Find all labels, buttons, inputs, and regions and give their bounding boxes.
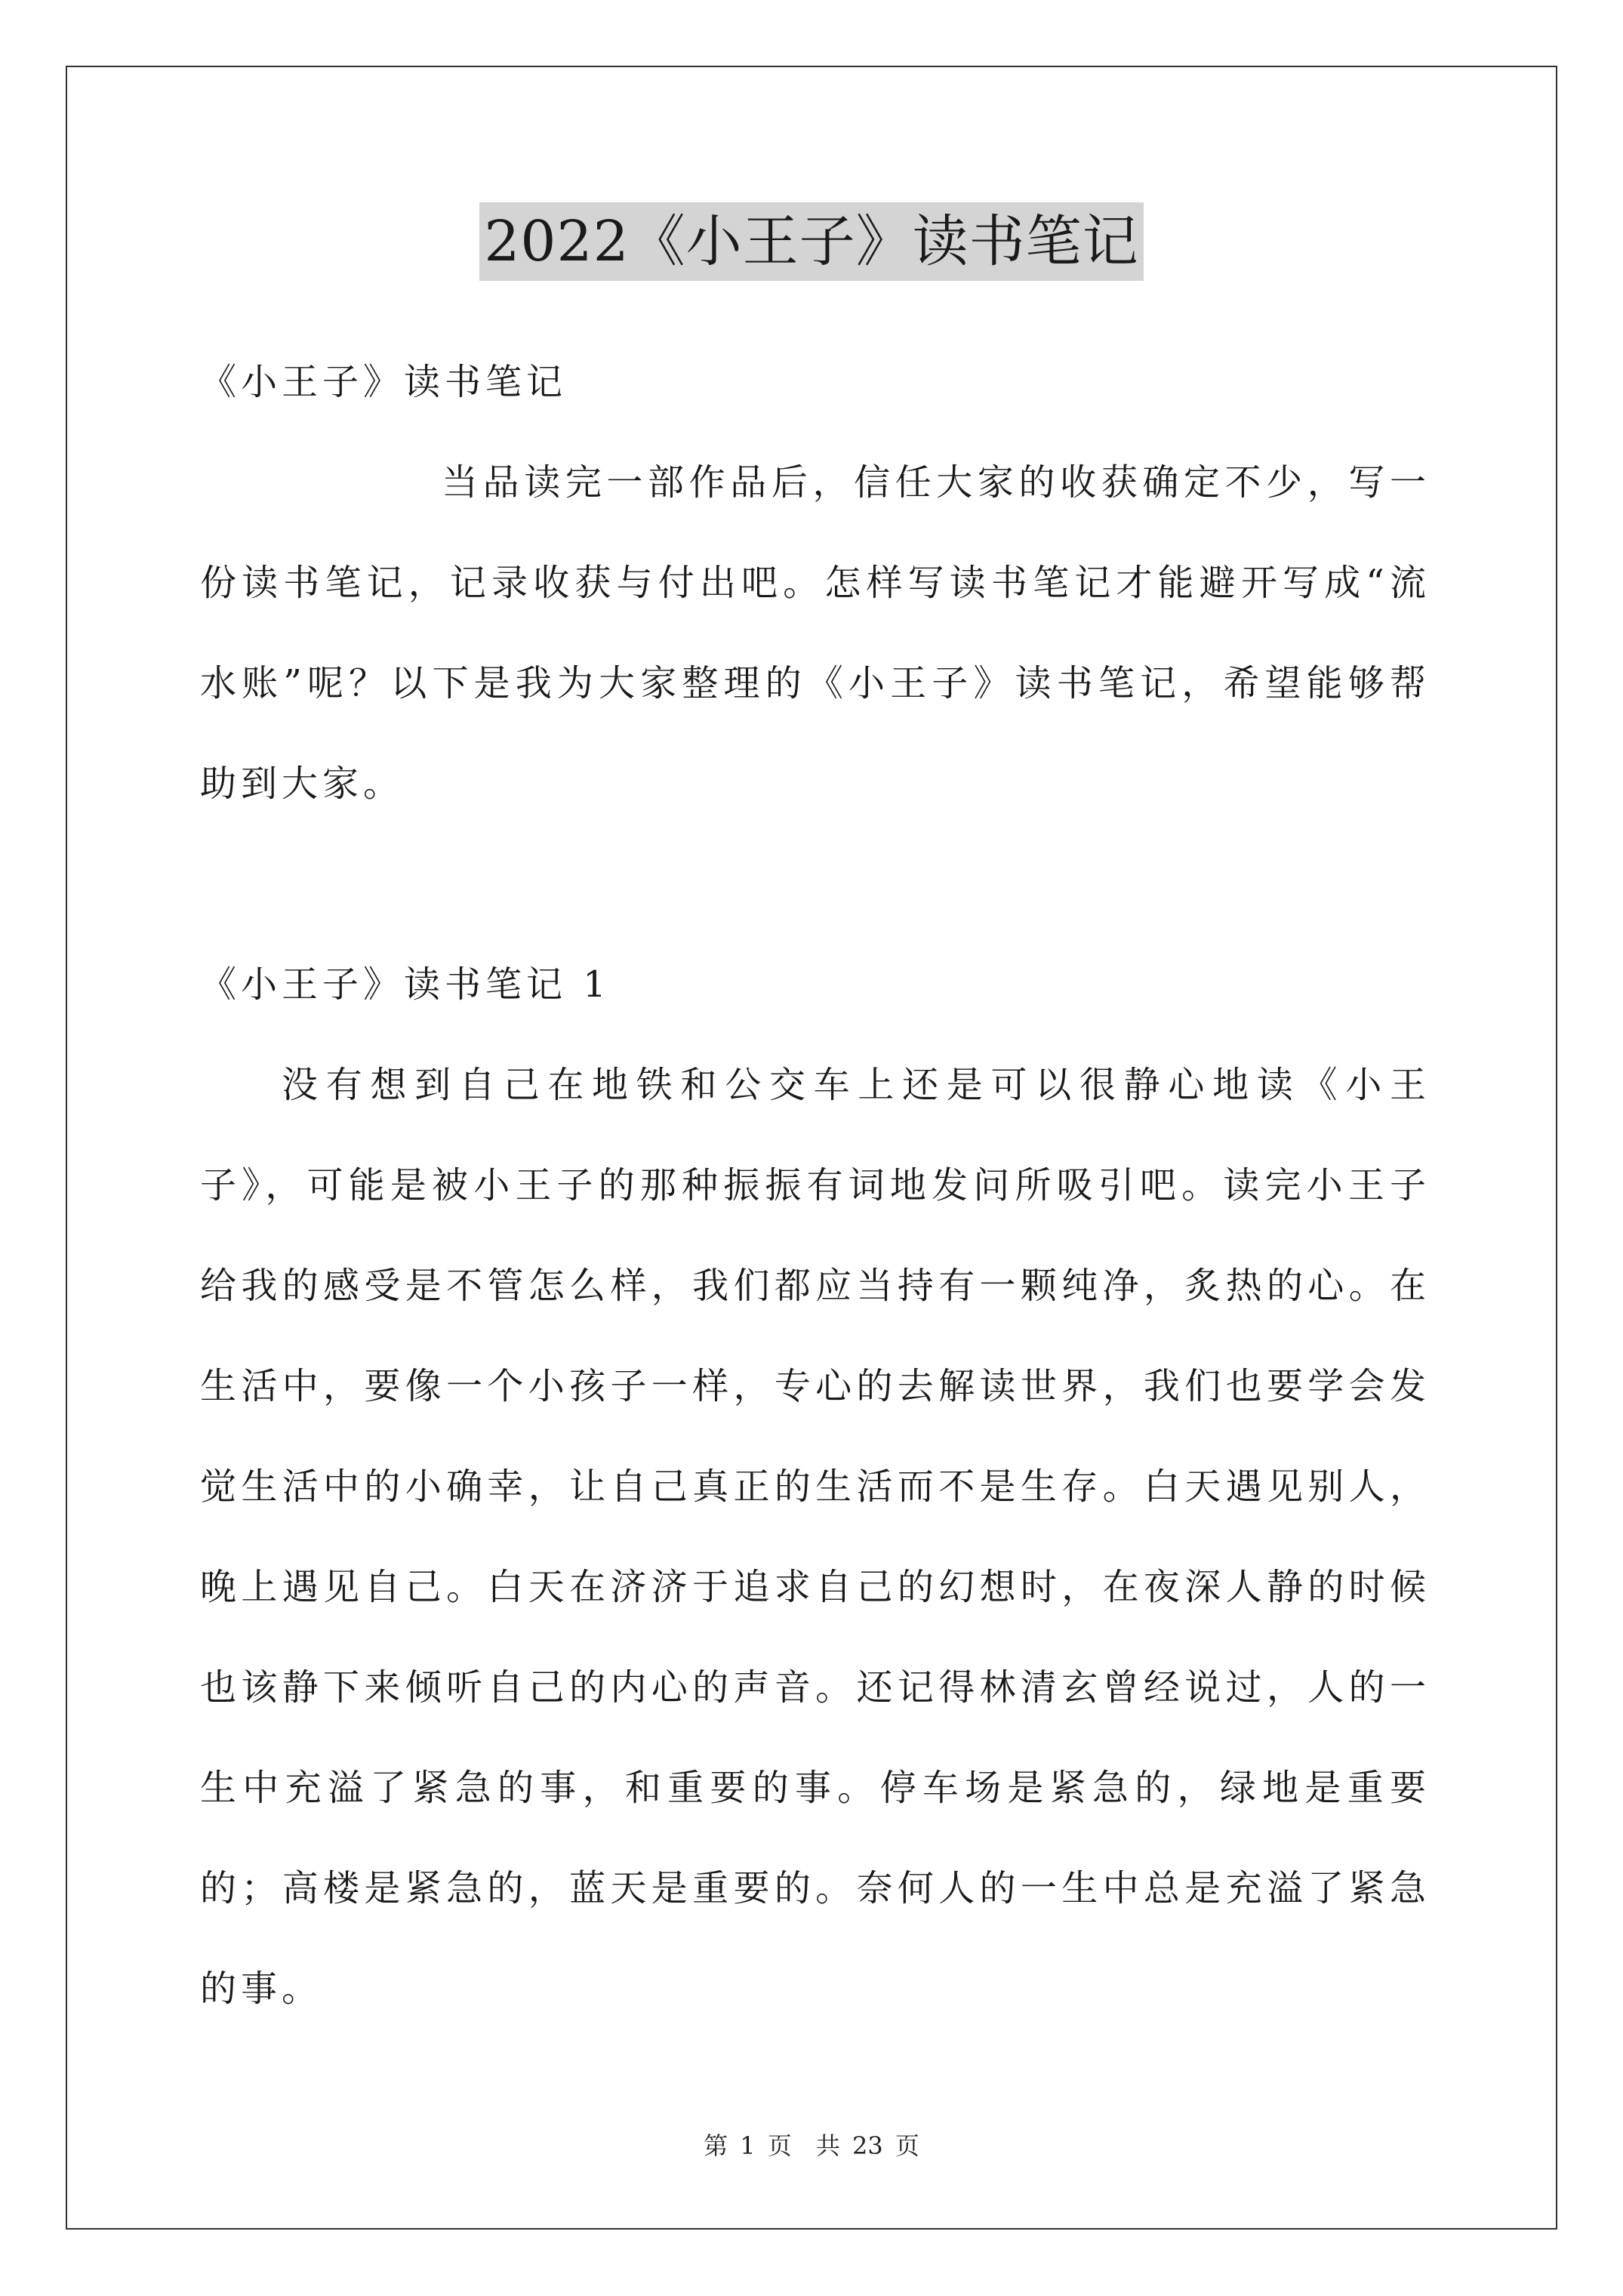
sub-heading: 《小王子》读书笔记 1 — [200, 963, 611, 1006]
title-container — [0, 202, 1623, 281]
document-title: 2022《小王子》读书笔记 — [479, 202, 1143, 281]
paragraph-spacer — [200, 834, 1431, 935]
intro-paragraph: 当品读完一部作品后，信任大家的收获确定不少，写一份读书笔记，记录收获与付出吧。怎样写读书笔记才能避开写成“流水账”呢？以下是我为大家整理的《小王子》读书笔记，希望能够帮助到大家。 — [200, 461, 1431, 805]
document-body — [200, 332, 1431, 2039]
page-footer: 第 1 页 共 23 页 — [704, 2131, 919, 2160]
body-paragraph: 没有想到自己在地铁和公交车上还是可以很静心地读《小王子》，可能是被小王子的那种振振有词地发问所吸引吧。读完小王子给我的感受是不管怎么样，我们都应当持有一颗纯净，炙热的心。在生活中，要像一个小孩子一样，专心的去解读世界，我们也要学会发觉生活中的小确幸，让自己真正的生活而不是生存。白天遇见别人，晚上遇见自己。白天在济济于追求自己的幻想时，在夜深人静的时候也该静下来倾听自己的内心的声音。还记得林清玄曾经说过，人的一生中充溢了紧急的事，和重要的事。停车场是紧急的，绿地是重要的；高楼是紧急的，蓝天是重要的。奈何人的一生中总是充溢了紧急的事。 — [200, 1064, 1431, 2010]
section-heading: 《小王子》读书笔记 — [200, 361, 568, 403]
